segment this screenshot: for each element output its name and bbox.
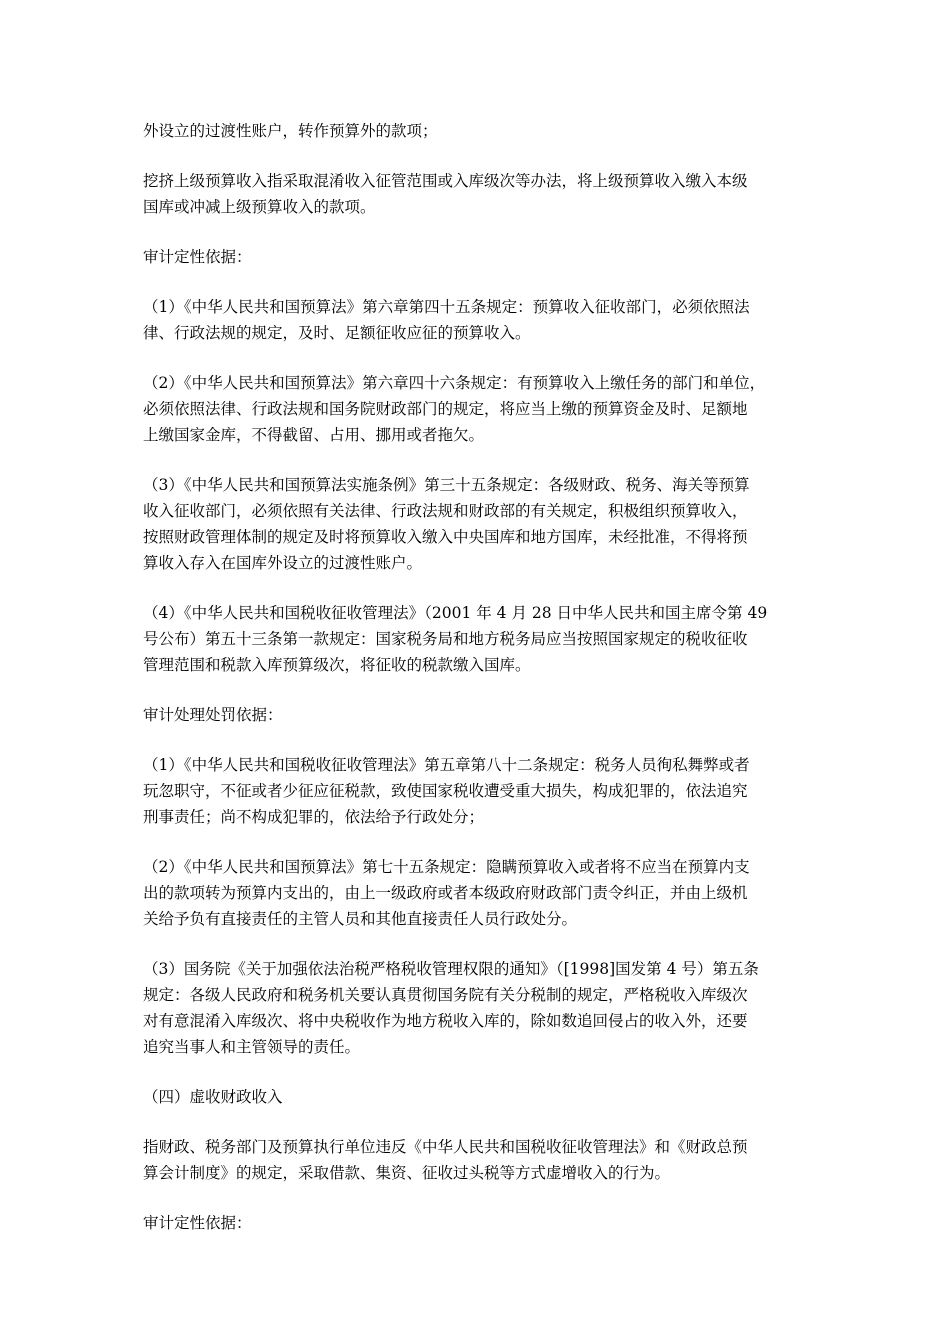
paragraph-penalty-1: （1）《中华人民共和国税收征收管理法》第五章第八十二条规定：税务人员徇私舞弊或者 玩忽职守，不征或者少征应征税款，致使国家税收遭受重大损失，构成犯罪的，依法追究 刑事责任；尚不构成犯罪的，依法给予行政处分； <box>143 756 750 826</box>
paragraph-penalty-2: （2）《中华人民共和国预算法》第七十五条规定：隐瞒预算收入或者将不应当在预算内支 出的款项转为预算内支出的，由上一级政府或者本级政府财政部门责令纠正，并由上级机 关给予负有直接责任的主管人员和其他直接责任人员行政处分。 <box>143 858 750 928</box>
document-page <box>143 118 815 1260</box>
section-heading-audit-basis: 审计定性依据： <box>143 248 252 266</box>
paragraph-fictitious-definition: 指财政、税务部门及预算执行单位违反《中华人民共和国税收征收管理法》和《财政总预 算会计制度》的规定，采取借款、集资、征收过头税等方式虚增收入的行为。 <box>143 1138 748 1182</box>
paragraph-clause-1: （1）《中华人民共和国预算法》第六章第四十五条规定：预算收入征收部门，必须依照法 律、行政法规的规定，及时、足额征收应征的预算收入。 <box>143 298 750 342</box>
section-heading-penalty-basis: 审计处理处罚依据： <box>143 706 283 724</box>
section-heading-fictitious-revenue: （四）虚收财政收入 <box>143 1088 283 1106</box>
paragraph-continuation: 外设立的过渡性账户，转作预算外的款项； <box>143 122 438 140</box>
paragraph-clause-3: （3）《中华人民共和国预算法实施条例》第三十五条规定：各级财政、税务、海关等预算 收入征收部门，必须依照有关法律、行政法规和财政部的有关规定，积极组织预算收入， 按照财政管理体制的规定及时将预算收入缴入中央国库和地方国库，未经批准，不得将预 算收入存入在国库外设立的过渡性账户。 <box>143 476 750 572</box>
paragraph-clause-4: （4）《中华人民共和国税收征收管理法》（2001 年 4 月 28 日中华人民共和国主席令第 49 号公布）第五十三条第一款规定：国家税务局和地方税务局应当按照国家规定的税收征收 管理范围和税款入库预算级次，将征收的税款缴入国库。 <box>143 604 768 674</box>
section-heading-audit-basis-2: 审计定性依据： <box>143 1214 252 1232</box>
paragraph-clause-2: （2）《中华人民共和国预算法》第六章四十六条规定：有预算收入上缴任务的部门和单位， 必须依照法律、行政法规和国务院财政部门的规定，将应当上缴的预算资金及时、足额地 上缴国家金库，不得截留、占用、挪用或者拖欠。 <box>143 374 766 444</box>
paragraph-definition: 挖挤上级预算收入指采取混淆收入征管范围或入库级次等办法，将上级预算收入缴入本级 国库或冲减上级预算收入的款项。 <box>143 172 748 216</box>
paragraph-penalty-3: （3）国务院《关于加强依法治税严格税收管理权限的通知》（[1998]国发第 4 号）第五条 规定：各级人民政府和税务机关要认真贯彻国务院有关分税制的规定，严格税收入库级次 对有意混淆入库级次、将中央税收作为地方税收入库的，除如数追回侵占的收入外，还要 追究当事人和主管领导的责任。 <box>143 960 759 1056</box>
